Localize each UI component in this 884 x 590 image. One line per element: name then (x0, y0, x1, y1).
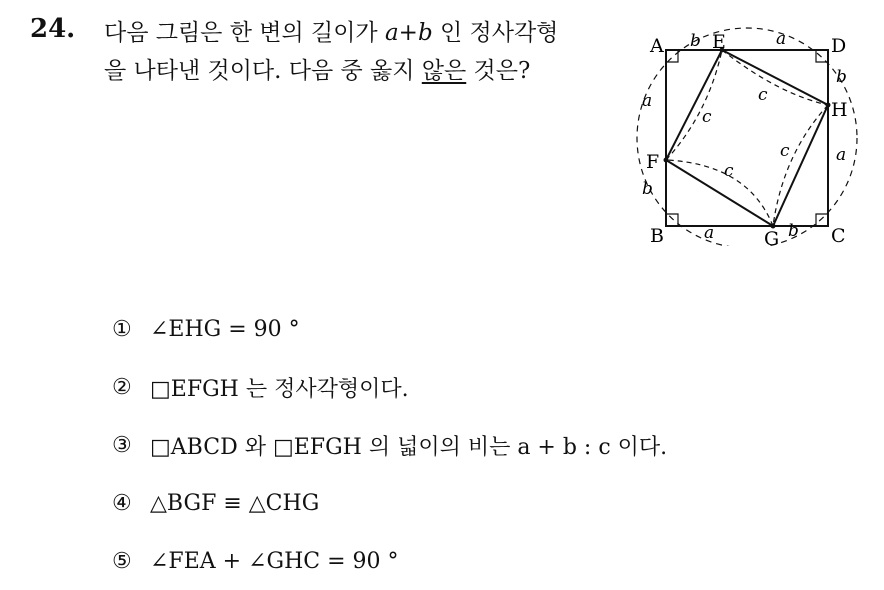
stem-text-1: 다음 그림은 한 변의 길이가 (104, 20, 385, 46)
choice-5-text: ∠FEA + ∠GHC = 90 ° (150, 548, 399, 574)
label-d: D (831, 35, 847, 57)
label-h: H (831, 99, 848, 121)
label-seg-af: a (642, 91, 653, 111)
right-angle-d (816, 50, 828, 62)
choice-5-number: ⑤ (112, 548, 132, 574)
geometry-figure (628, 14, 858, 250)
choice-3-text: □ABCD 와 □EFGH 의 넓이의 비는 a + b : c 이다. (150, 434, 668, 460)
label-a: A (650, 35, 664, 57)
choice-4-text: △BGF ≡ △CHG (150, 490, 320, 516)
label-seg-bg: a (704, 223, 715, 243)
label-f: F (646, 151, 660, 173)
label-c-hg: c (780, 141, 790, 161)
choice-2-number: ② (112, 374, 132, 400)
choice-3-number: ③ (112, 432, 132, 458)
label-seg-dh: b (836, 67, 847, 87)
point-f-dot (664, 158, 669, 163)
stem-text-2: 인 정사각형 (432, 20, 559, 46)
choice-4-number: ④ (112, 490, 132, 516)
choice-2[interactable] (112, 358, 667, 416)
label-seg-fb: b (642, 179, 653, 199)
label-c-gf: c (724, 161, 734, 181)
choice-5[interactable] (112, 532, 667, 590)
label-c: C (831, 225, 846, 246)
choice-1-number: ① (112, 316, 132, 342)
stem-text-4: 것은? (466, 58, 531, 84)
label-c-fe: c (702, 107, 712, 127)
square-efgh (666, 50, 828, 226)
choice-1[interactable] (112, 300, 667, 358)
point-h-dot (826, 103, 831, 108)
label-e: E (712, 31, 726, 53)
label-seg-ed: a (776, 29, 787, 49)
label-c-eh: c (758, 85, 768, 105)
choice-2-text: □EFGH 는 정사각형이다. (150, 376, 409, 402)
question-number: 24. (30, 14, 76, 44)
stem-underlined-word: 않은 (421, 58, 467, 84)
label-b: B (650, 225, 664, 246)
outer-dashed-circle (637, 28, 857, 246)
choice-1-text: ∠EHG = 90 ° (150, 316, 300, 342)
answer-choices (112, 300, 667, 590)
choice-4[interactable] (112, 474, 667, 532)
label-g: G (764, 228, 780, 246)
square-diagram (628, 14, 858, 246)
square-abcd (666, 50, 828, 226)
right-angle-a (666, 50, 678, 62)
label-seg-ae: b (690, 31, 701, 51)
choice-3[interactable] (112, 416, 667, 474)
right-angle-c (816, 214, 828, 226)
label-seg-gc: b (788, 221, 799, 241)
right-angle-b (666, 214, 678, 226)
stem-text-3: 을 나타낸 것이다. 다음 중 옳지 (104, 58, 422, 84)
stem-variable: a+b (384, 20, 433, 46)
label-seg-hc: a (836, 145, 847, 165)
question-stem (104, 14, 624, 90)
